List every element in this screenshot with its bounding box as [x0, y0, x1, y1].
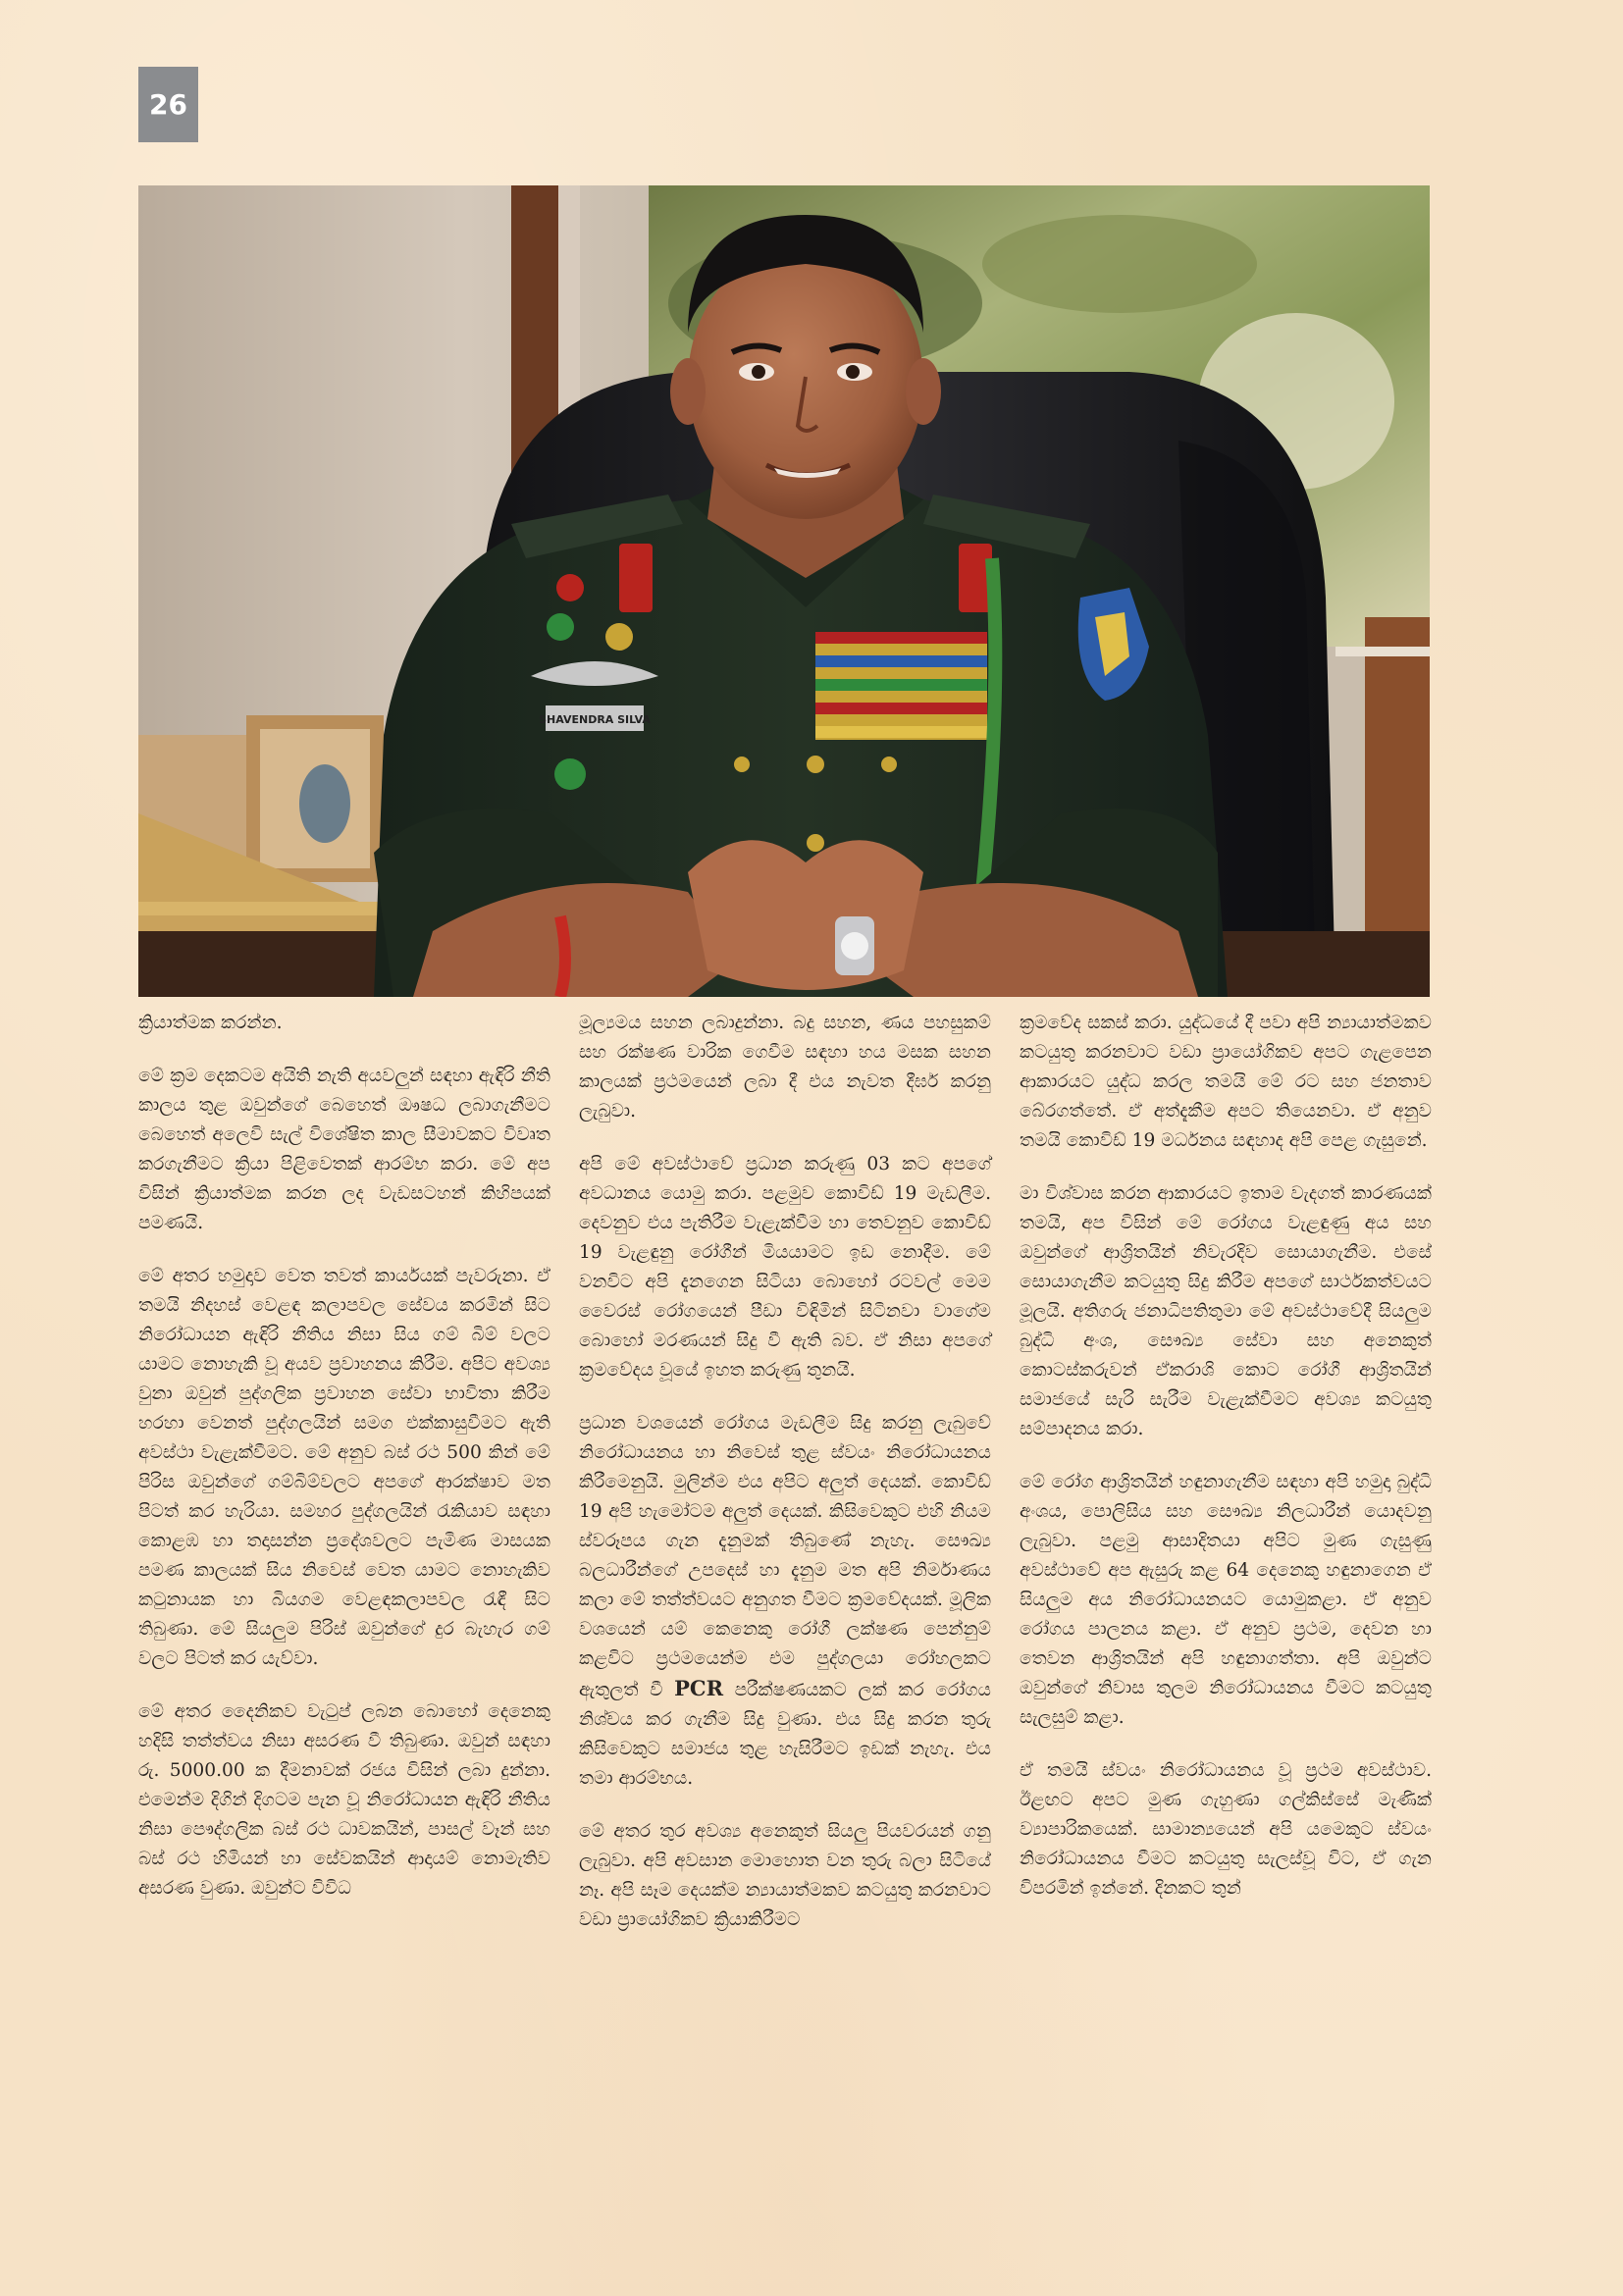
paragraph: මූල්‍යමය සහන ලබාදුන්නා. බදු සහන, ණය පහසුකම් සහ රක්ෂණ වාරික ගෙවීම සඳහා හය මසක සහන කාලයක් ප්‍රථමයෙන් ලබා දී එය නැවත දීර්ඝ කරනු ලැබුවා.: [579, 1013, 991, 1122]
paragraph: මේ අතර හමුදාව වෙත තවත් කාර්යයක් පැවරුනා. ඒ තමයි නිදහස් වෙළඳ කලාපවල සේවය කරමින් සිට නිරෝධායන ඇඳිරි නීතිය නිසා සිය ගම් බිම් වලට යාමට නොහැකි වූ අයව ප්‍රවාහනය කිරීම. අපිට අවශ්‍ය වුනා ඔවුන් පුද්ගලික ප්‍රවාහන සේවා භාවිතා කිරීම හරහා වෙනත් පුද්ගලයින් සමග එක්කාසුවීමට ඇති අවස්ථා වැළැක්වීමට. මේ අනුව බස් රථ 500 කින් මේ පිරිස ඔවුන්ගේ ගම්බිම්වලට අපගේ ආරක්ෂාව මත පිටත් කර හැරියා. සමහර පුද්ගලයින් රැකියාව සඳහා කොළඹ හා තදාසන්න ප්‍රදේශවලට පැමිණ මාසයක පමණ කාලයක් සිය නිවෙස් වෙත යාමට නොහැකිව කටුනායක හා බියගම වෙළඳකලාපවල රැඳී සිට තිබුණා. මේ සියලුම පිරිස් ඔවුන්ගේ දුර බැහැර ගම් වලට පිටත් කර යැව්වා.: [138, 1266, 550, 1669]
portrait-photo: [138, 185, 1430, 997]
paragraph: මේ අතර දෛනිකව වැටුප් ලබන බොහෝ දෙනෙකු හදිසි තත්ත්වය නිසා අසරණ වී තිබුණා. ඔවුන් සඳහා රු. 5000.00 ක දීමනාවක් රජය විසින් ලබා දුන්නා. එමෙන්ම දිගින් දිගටම පැන වූ නිරෝධායන ඇඳිරි නීතිය නිසා පෞද්ගලික බස් රථ ධාවකයින්, පාසල් වෑන් සහ බස් රථ හිමියන් හා සේවකයින් ආදායම් නොමැතිව අසරණ වුණා. ඔවුන්ට විවිධ: [138, 1701, 550, 1899]
page-number: 26: [138, 67, 198, 142]
paragraph: මා විශ්වාස කරන ආකාරයට ඉතාම වැදගත් කාරණයක් තමයි, අප විසින් මේ රෝගය වැළඳුණු අය සහ ඔවුන්ගේ ආශ්‍රිතයින් නිවැරදිව සොයාගැනීම. එසේ සොයාගැනීම කටයුතු සිදු කිරීම අපගේ සාර්ථකත්වයට මූලයි. අතිගරු ජනාධිපතිතුමා මේ අවස්ථාවේදී සියලුම බුද්ධි අංශ, සෞඛ්‍ය සේවා සහ අනෙකුත් කොටස්කරුවන් ඒකරාශි කොට රෝගී ආශ්‍රිතයින් සමාජයේ සැරි සැරීම වැළැක්වීමට අවශ්‍ය කටයුතු සම්පාදනය කරා.: [1020, 1183, 1432, 1439]
name-tag-text: SHAVENDRA SILVA: [539, 713, 651, 726]
paragraph: ක්‍රියාත්මක කරන්න.: [138, 1013, 283, 1033]
article-column-2: [579, 1009, 991, 1958]
paragraph: මේ අතර තුර අවශ්‍ය අනෙකුත් සියලු පියවරයන් ගනු ලැබුවා. අපි අවසාන මොහොත වන තුරු බලා සිටියේ නෑ. අපි සෑම දෙයක්ම න්‍යායාත්මකව කටයුතු කරනවාට වඩා ප්‍රායෝගිකව ක්‍රියාකිරීමට: [579, 1821, 991, 1930]
paragraph: මේ රෝග ආශ්‍රිතයින් හඳුනාගැනීම සඳහා අපි හමුදා බුද්ධි අංශය, පොලිසිය සහ සෞඛ්‍ය නිලධාරීන් යොදවනු ලැබුවා. පළමු ආසාදිතයා අපිට මුණ ගැසුණු අවස්ථාවේ අප ඇසුරු කළ 64 දෙනෙකු හඳුනාගෙන ඒ සියලුම අය නිරෝධායනයට යොමුකළා. ඒ අනුව රෝගය පාලනය කළා. ඒ අනුව ප්‍රථම, දෙවන හා තෙවන ආශ්‍රිතයින් අපි හඳුනාගත්තා. අපි ඔවුන්ට ඔවුන්ගේ නිවාස තුලම නිරෝධායනය වීමට කටයුතු සැලසුම් කළා.: [1020, 1472, 1432, 1728]
paragraph: ක්‍රමවේද සකස් කරා. යුද්ධයේ දී පවා අපි න්‍යායාත්මකව කටයුතු කරනවාට වඩා ප්‍රායෝගිකව අපට ගැළපෙන ආකාරයට යුද්ධ කරල තමයි මේ රට සහ ජනතාව බේරගත්තේ. ඒ අත්දැකීම අපට තියෙනවා. ඒ අනුව තමයි කොවිඩ් 19 මර්ධනය සඳහාද අපි පෙළ ගැසුනේ.: [1020, 1013, 1432, 1151]
article-column-3: [1020, 1009, 1432, 1927]
paragraph-text: පරීක්ෂණයකට ලක් කර රෝගය නිශ්චය කර ගැනීම සිදු වුණා. එය සිදු කරන තුරු කිසිවෙකුට සමාජය තුළ හැසිරීමට ඉඩක් නැහැ. එය තමා ආරම්භය.: [579, 1680, 991, 1789]
paragraph: ඒ තමයි ස්වයං නිරෝධායනය වූ ප්‍රථම අවස්ථාව. ඊළඟට අපට මුණ ගැහුණා ගල්කිස්සේ මැණික් ව්‍යාපාරිකයෙක්. සාමාන්‍යයෙන් අපි යමෙකුට ස්වයං නිරෝධායනය වීමට කටයුතු සැලස්වූ විට, ඒ ගැන විපරමින් ඉන්නේ. දිනකට තුන්: [1020, 1760, 1432, 1899]
pcr-term: PCR: [674, 1676, 724, 1700]
paragraph: මේ ක්‍රම දෙකටම අයිති නැති අයවලුන් සඳහා ඇඳිරි නීති කාලය තුළ ඔවුන්ගේ බෙහෙත් ඖෂධ ලබාගැනීමට බෙහෙත් අලෙවි සැල් විශේෂිත කාල සීමාවකට විවෘත කරගැනීමට ක්‍රියා පිළිවෙතක් ආරම්භ කරා. මේ අප විසින් ක්‍රියාත්මක කරන ලද වැඩසටහන් කිහිපයක් පමණයි.: [138, 1066, 550, 1233]
paragraph: අපි මේ අවස්ථාවේ ප්‍රධාන කරුණු 03 කට අපගේ අවධානය යොමු කරා. පළමුව කොවිඩ් 19 මැඩලීම. දෙවනුව එය පැතිරීම වැළැක්වීම හා තෙවනුව කොවිඩ් 19 වැළඳුනු රෝගීන් මියයාමට ඉඩ නොදීම. මේ වනවිට අපි දැනගෙන සිටියා බොහෝ රටවල් මෙම වෛරස් රෝගයෙන් පීඩා විඳිමින් සිටිනවා වාගේම බොහෝ මරණයන් සිදු වී ඇති බව. ඒ නිසා අපගේ ක්‍රමවේදය වූයේ ඉහත කරුණු තුනයි.: [579, 1154, 991, 1381]
article-column-1: [138, 1009, 550, 1927]
paragraph: [579, 1409, 991, 1794]
paragraph-text: ප්‍රධාන වශයෙන් රෝගය මැඩලීම සිදු කරනු ලැබුවේ නිරෝධායනය හා නිවෙස් තුළ ස්වයං නිරෝධායනය කිරීමෙනුයි. මුලින්ම එය අපිට අලුත් දෙයක්. කොවිඩ් 19 අපි හැමෝටම අලුත් දෙයක්. කිසිවෙකුට එහි නියම ස්වරූපය ගැන දැනුමක් තිබුණේ නැහැ. සෞඛ්‍ය බලධාරීන්ගේ උපදෙස් හා දැනුම මත අපි නිර්මාණය කලා මේ තත්ත්වයට අනුගත වීමට ක්‍රමවේදයක්. මූලික වශයෙන් යම් කෙනෙකු රෝගී ලක්ෂණ පෙන්නුම් කළවිට ප්‍රථමයෙන්ම එම පුද්ගලයා රෝහලකට ඇතුලත් වී: [579, 1413, 991, 1700]
